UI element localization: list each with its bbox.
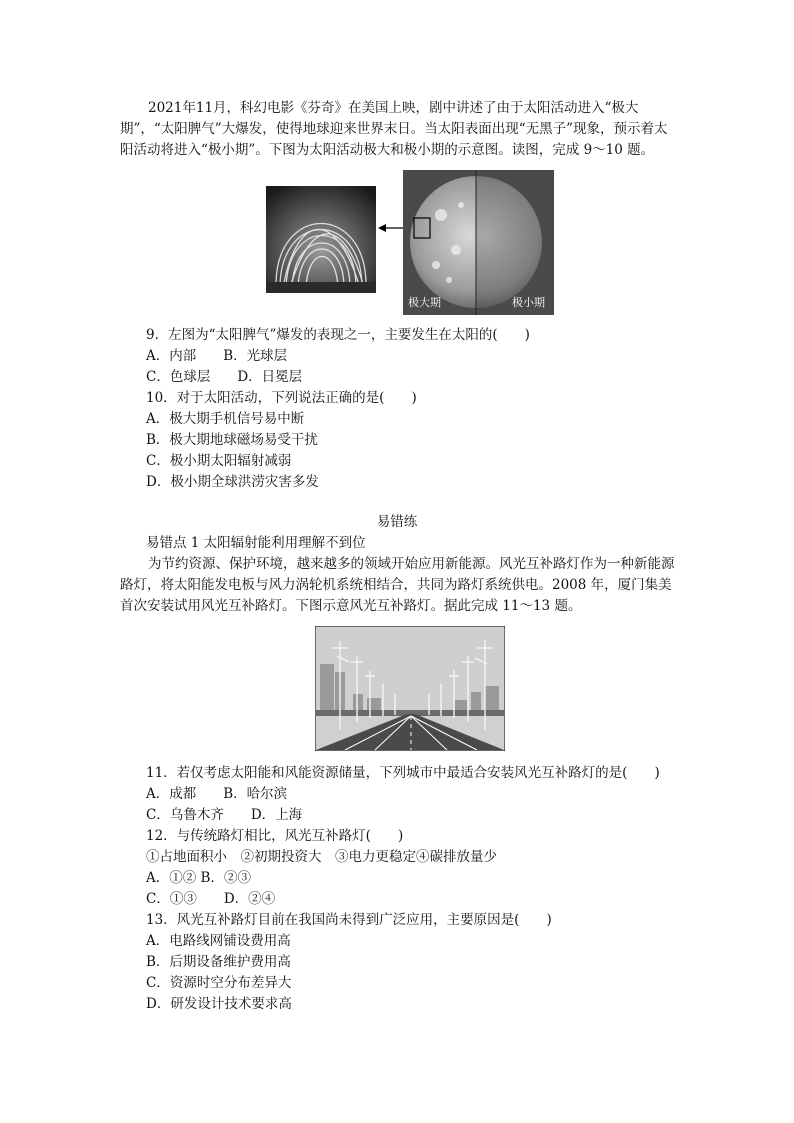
question-12-options-row-2: C．①③ D．②④ [146, 891, 276, 907]
question-10-option-c: C．极小期太阳辐射减弱 [146, 453, 292, 469]
sun-max-min-image [403, 170, 554, 315]
section-title: 易错练 [376, 514, 418, 530]
question-13-option-d: D．研发设计技术要求高 [146, 996, 292, 1012]
mistake-point-heading: 易错点 1 太阳辐射能利用理解不到位 [146, 535, 366, 551]
question-12-options-row-1: A．①② B．②③ [146, 870, 251, 886]
question-13-option-b: B．后期设备维护费用高 [146, 954, 291, 970]
question-10-option-a: A．极大期手机信号易中断 [146, 411, 305, 427]
intro-paragraph-2: 为节约资源、保护环境，越来越多的领域开始应用新能源。风光互补路灯作为一种新能源路灯，将太阳能发电板与风力涡轮机系统相结合，共同为路灯系统供电。2008 年，厦门集美首次安装试用风光互补路灯。下图示意风光互补路灯。据此完成 11～13 题。 [120, 556, 675, 614]
sun-activity-figure [266, 170, 554, 315]
question-13-option-c: C．资源时空分布差异大 [146, 975, 292, 991]
question-9-stem: 9．左图为“太阳脾气”爆发的表现之一，主要发生在太阳的( ) [146, 327, 530, 343]
question-12-statements: ①占地面积小 ②初期投资大 ③电力更稳定④碳排放量少 [146, 849, 497, 865]
coronal-loop-image [266, 186, 376, 293]
streetlight-figure [315, 626, 505, 751]
question-10-stem: 10．对于太阳活动，下列说法正确的是( ) [146, 390, 417, 406]
min-period-label: 极小期 [512, 296, 545, 309]
question-13-stem: 13．风光互补路灯目前在我国尚未得到广泛应用，主要原因是( ) [146, 912, 552, 928]
intro-paragraph-1: 2021年11月，科幻电影《芬奇》在美国上映，剧中讲述了由于太阳活动进入“极大期”，“太阳脾气”大爆发，使得地球迎来世界末日。当太阳表面出现“无黑子”现象，预示着太阳活动将进入“极小期”。下图为太阳活动极大和极小期的示意图。读图，完成 9～10 题。 [120, 100, 668, 158]
question-13-option-a: A．电路线网铺设费用高 [146, 933, 291, 949]
question-12-stem: 12．与传统路灯相比，风光互补路灯( ) [146, 828, 404, 844]
question-11-options-row-2: C．乌鲁木齐 D．上海 [146, 807, 303, 823]
max-period-label: 极大期 [408, 296, 441, 309]
question-10-option-b: B．极大期地球磁场易受干扰 [146, 432, 318, 448]
question-9-options-row-1: A．内部 B．光球层 [146, 348, 288, 364]
question-10-option-d: D．极小期全球洪涝灾害多发 [146, 474, 319, 490]
question-11-options-row-1: A．成都 B．哈尔滨 [146, 786, 288, 802]
question-9-options-row-2: C．色球层 D．日冕层 [146, 369, 303, 385]
question-11-stem: 11．若仅考虑太阳能和风能资源储量，下列城市中最适合安装风光互补路灯的是( ) [146, 765, 660, 781]
